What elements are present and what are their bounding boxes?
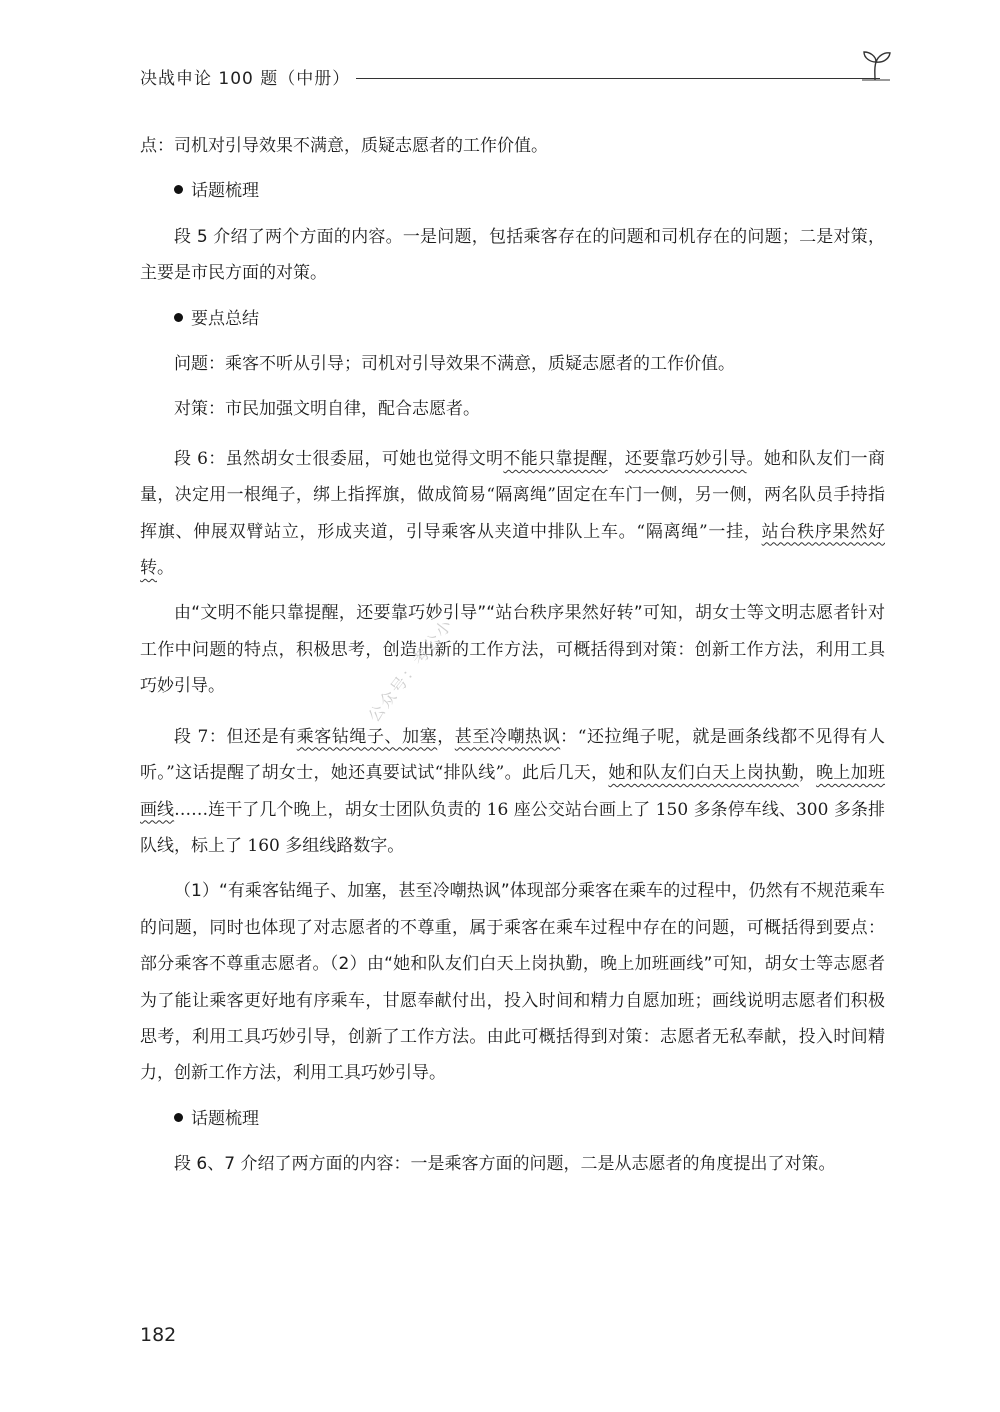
paragraph: 段 5 介绍了两个方面的内容。一是问题，包括乘客存在的问题和司机存在的问题；二是对策，主要是市民方面的对策。 <box>140 226 885 284</box>
analysis-paragraph: （1）“有乘客钻绳子、加塞，甚至冷嘲热讽”体现部分乘客在乘车的过程中，仍然有不规范乘车的问题，同时也体现了对志愿者的不尊重，属于乘客在乘车过程中存在的问题，可概括得到要点：部分乘客不尊重志愿者。（2）由“她和队友们白天上岗执勤，晚上加班画线”可知，胡女士等志愿者为了能让乘客更好地有序乘车，甘愿奉献付出，投入时间和精力自愿加班；画线说明志愿者们积极思考，利用工具巧妙引导，创新了工作方法。由此可概括得到对策：志愿者无私奉献，投入时间精力，创新工作方法，利用工具巧妙引导。 <box>140 881 885 1084</box>
bullet-icon <box>174 313 183 322</box>
sprout-icon <box>858 46 894 82</box>
underlined-phrase: 晚上加班画线 <box>140 763 886 820</box>
analysis-paragraph: 由“文明不能只靠提醒，还要靠巧妙引导”“站台秩序果然好转”可知，胡女士等文明志愿者针对工作中问题的特点，积极思考，创造出新的工作方法，可概括得到对策：创新工作方法，利用工具巧妙引导。 <box>140 603 885 697</box>
underlined-phrase: 乘客钻绳子、加塞 <box>296 726 438 747</box>
underlined-phrase: 甚至冷嘲热讽 <box>454 726 561 747</box>
section-heading: 话题梳理 <box>140 173 885 209</box>
paragraph-continued: 点：司机对引导效果不满意，质疑志愿者的工作价值。 <box>140 136 548 156</box>
section-heading: 话题梳理 <box>140 1101 885 1137</box>
body-text <box>140 128 885 1183</box>
paragraph: 对策：市民加强文明自律，配合志愿者。 <box>174 399 480 420</box>
running-header <box>140 64 880 88</box>
underlined-phrase: 她和队友们白天上岗执勤 <box>608 763 799 784</box>
source-paragraph-6: 段 6：虽然胡女士很委屈，可她也觉得文明不能只靠提醒，还要靠巧妙引导。她和队友们一商量，决定用一根绳子，绑上指挥旗，做成简易“隔离绳”固定在车门一侧，另一侧，两名队员手持指挥旗、伸展双臂站立，形成夹道，引导乘客从夹道中排队上车。“隔离绳”一挂，站台秩序果然好转。 <box>140 448 886 579</box>
underlined-phrase: 还要靠巧妙引导 <box>624 448 747 469</box>
source-paragraph-7: 段 7：但还是有乘客钻绳子、加塞，甚至冷嘲热讽：“还拉绳子呢，就是画条线都不见得有人听。”这话提醒了胡女士，她还真要试试“排队线”。此后几天，她和队友们白天上岗执勤，晚上加班画线……连干了几个晚上，胡女士团队负责的 16 座公交站台画上了 150 多条停车线、300 多条排队线，标上了 160 多组线路数字。 <box>140 726 886 856</box>
paragraph: 段 6、7 介绍了两方面的内容：一是乘客方面的问题，二是从志愿者的角度提出了对策。 <box>174 1154 836 1175</box>
page-number: 182 <box>140 1324 177 1346</box>
section-heading: 要点总结 <box>140 301 885 337</box>
bullet-icon <box>174 185 183 194</box>
header-rule <box>356 78 880 79</box>
watermark: 公众号：考公小 <box>364 614 457 726</box>
underlined-phrase: 站台秩序果然好转 <box>140 521 885 579</box>
paragraph: 问题：乘客不听从引导；司机对引导效果不满意，质疑志愿者的工作价值。 <box>174 354 735 375</box>
header-title: 决战申论 100 题（中册） <box>140 68 351 89</box>
underlined-phrase: 不能只靠提醒 <box>503 448 608 469</box>
bullet-icon <box>174 1113 183 1122</box>
